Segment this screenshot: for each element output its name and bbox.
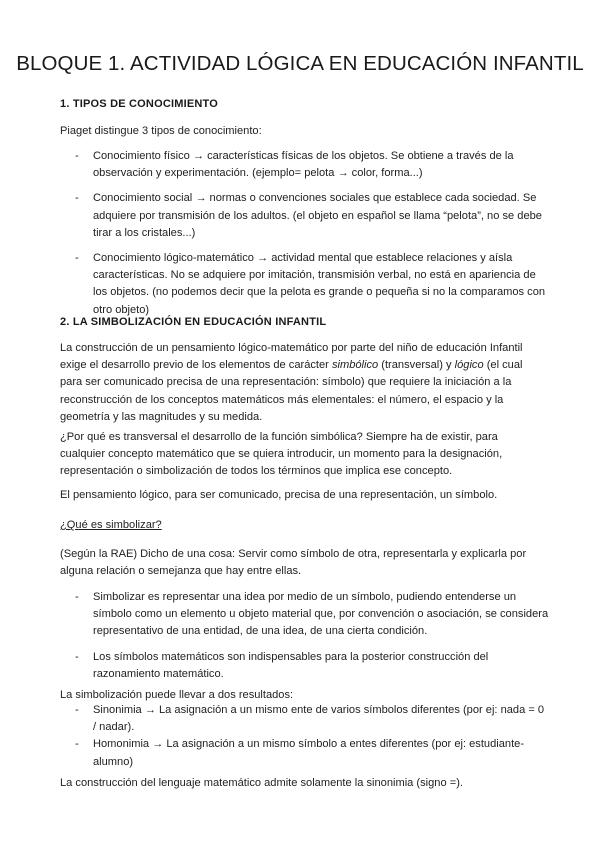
section-2-heading: 2. LA SIMBOLIZACIÓN EN EDUCACIÓN INFANTIL [60, 316, 327, 328]
results-intro: La simbolización puede llevar a dos resultados: [60, 689, 294, 701]
emphasis-logical: lógico [454, 359, 484, 372]
document-title: BLOQUE 1. ACTIVIDAD LÓGICA EN EDUCACIÓN INFANTIL [16, 52, 584, 75]
text-span: La construcción de un pensamiento lógico-matemático por parte del niño de educación Infantil exige el desarrollo previo de los elementos de carácter [60, 342, 523, 372]
section-2-paragraph-2: ¿Por qué es transversal el desarrollo de la función simbólica? Siempre ha de existir, para cualquier concepto matemático que se quiera introducir, un momento para la designación, representación o simbolización de todos los términos que implica ese concepto. [60, 431, 503, 478]
list-item: - Sinonimia → La asignación a un mismo ente de varios símbolos diferentes (por ej: nada = 0 / nadar). [60, 702, 550, 736]
symbolization-list [60, 589, 550, 691]
list-item: - Conocimiento social → normas o convenciones sociales que establece cada sociedad. Se adquiere por transmisión de los adultos. (el objeto en español se llama “pelota”, no se debe tirar a los cristales...) [60, 190, 550, 242]
question-subheading: ¿Qué es simbolizar? [60, 519, 162, 531]
list-item: - Los símbolos matemáticos son indispensables para la posterior construcción del razonamiento matemático. [60, 649, 550, 683]
list-item: - Simbolizar es representar una idea por medio de un símbolo, pudiendo entenderse un símbolo como un elemento u objeto material que, por convención o asociación, se considera representativo de una entidad, de una idea, de una cierta condición. [60, 589, 550, 641]
list-item: - Homonimia → La asignación a un mismo símbolo a entes diferentes (por ej: estudiante-alumno) [60, 736, 550, 770]
list-item: - Conocimiento lógico-matemático → actividad mental que establece relaciones y aísla características. No se adquiere por imitación, transmisión verbal, no está en apariencia de los objetos. (no podemos decir que la pelota es grande o pequeña si no la comparamos con otro objeto) [60, 250, 550, 319]
rae-definition: (Según la RAE) Dicho de una cosa: Servir como símbolo de otra, representarla y explicarla por alguna relación o semejanza que hay entre ellas. [60, 548, 527, 578]
section-1-heading: 1. TIPOS DE CONOCIMIENTO [60, 98, 219, 110]
list-item: - Conocimiento físico → características físicas de los objetos. Se obtiene a través de la observación y experimentación. (ejemplo= pelota → color, forma...) [60, 148, 550, 182]
knowledge-types-list [60, 148, 550, 327]
section-2-paragraph-1 [60, 340, 544, 426]
results-list [60, 702, 550, 771]
section-2-paragraph-3: El pensamiento lógico, para ser comunicado, precisa de una representación, un símbolo. [60, 489, 498, 501]
text-span: (el cual para ser comunicado precisa de una representación: símbolo) que requiere la iniciación a la reconstrucción de los conceptos matemáticos más elementales: el número, el espacio y la geometría y las magnitudes y su medida. [60, 359, 523, 423]
section-1-intro: Piaget distingue 3 tipos de conocimiento: [60, 125, 262, 137]
section-2-paragraph-final: La construcción del lenguaje matemático admite solamente la sinonimia (signo =). [60, 777, 463, 789]
emphasis-symbolic: simbólico [331, 359, 379, 372]
text-span: (transversal) y [378, 359, 455, 372]
